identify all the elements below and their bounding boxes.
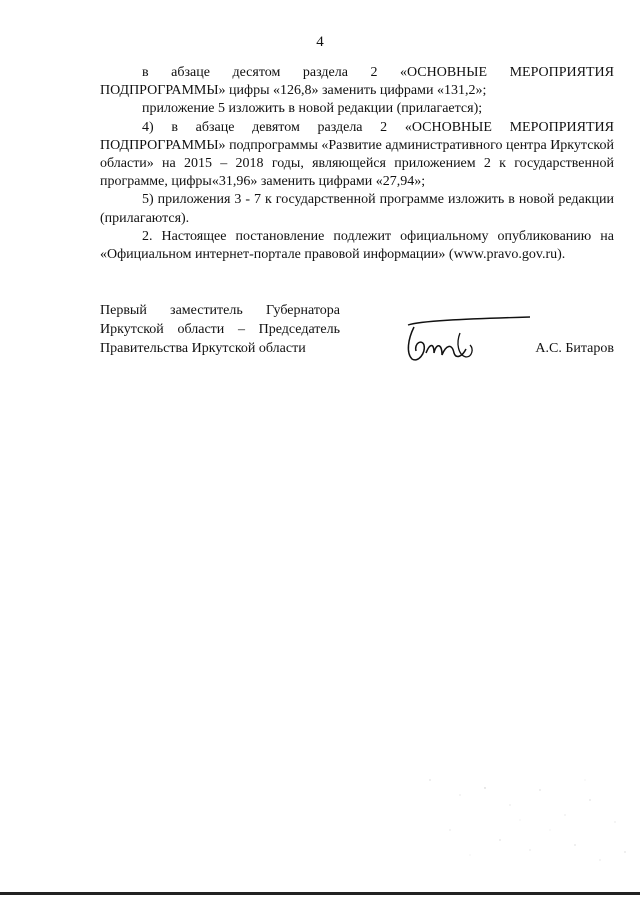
- document-body: [100, 64, 614, 264]
- paragraph-2: приложение 5 изложить в новой редакции (прилагается);: [142, 101, 483, 117]
- scan-noise: [390, 760, 640, 880]
- handwritten-signature: [400, 313, 540, 363]
- position-line-1: Первый заместитель Губернатора: [100, 303, 340, 318]
- position-line-2: Иркутской области – Председатель: [100, 322, 340, 337]
- scan-edge-line: [0, 892, 640, 895]
- signatory-position: [100, 301, 340, 358]
- paragraph-1: в абзаце десятом раздела 2 «ОСНОВНЫЕ МЕРОПРИЯТИЯ ПОДПРОГРАММЫ» цифры «126,8» заменить цифрами «131,2»;: [100, 65, 614, 99]
- page-number: 4: [316, 34, 324, 50]
- position-line-3: Правительства Иркутской области: [100, 341, 306, 356]
- paragraph-4: 5) приложения 3 - 7 к государственной программе изложить в новой редакции (прилагаются).: [100, 192, 614, 226]
- paragraph-3: 4) в абзаце девятом раздела 2 «ОСНОВНЫЕ МЕРОПРИЯТИЯ ПОДПРОГРАММЫ» подпрограммы «Развитие административного центра Иркутской области» на 2015 – 2018 годы, являющейся приложением 2 к государственной программе, цифры«31,96» заменить цифрами «27,94»;: [100, 119, 614, 190]
- signatory-name: А.С. Битаров: [535, 341, 614, 356]
- paragraph-5: 2. Настоящее постановление подлежит официальному опубликованию на «Официальном интернет-портале правовой информации» (www.pravo.gov.ru).: [100, 228, 614, 263]
